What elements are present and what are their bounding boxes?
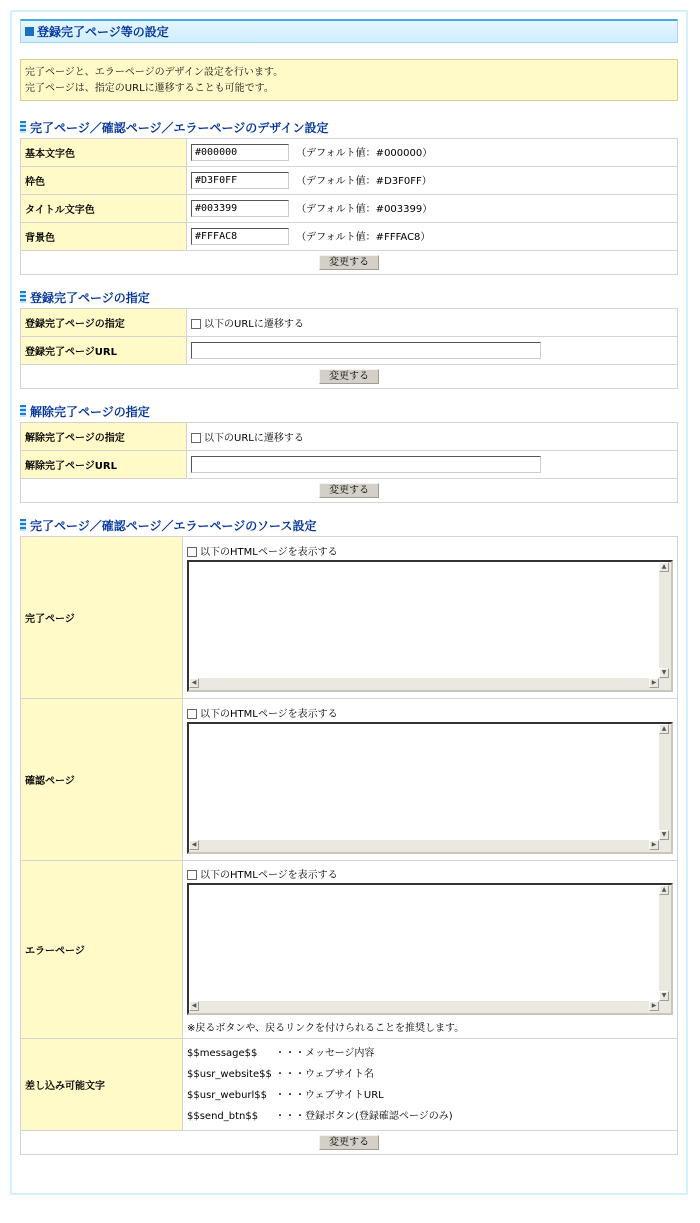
field-label: 解除完了ページURL [21, 451, 187, 479]
checkbox-label: 以下のHTMLページを表示する [200, 869, 338, 881]
section-title-cancel [20, 403, 150, 419]
cancel-redirect-checkbox[interactable] [191, 433, 201, 443]
field-label: 登録完了ページの指定 [21, 309, 187, 337]
field-label: タイトル文字色 [21, 195, 187, 223]
checkbox-label: 以下のURLに遷移する [204, 319, 304, 330]
resize-corner [659, 678, 671, 690]
source-table [20, 536, 678, 1155]
table-row [21, 451, 678, 479]
cancel-url-input[interactable] [191, 456, 541, 473]
section-marker-icon [20, 291, 26, 303]
list-item [187, 1085, 673, 1106]
square-bullet-icon [25, 27, 34, 36]
field-cell [187, 223, 678, 251]
design-table [20, 138, 678, 275]
table-row [21, 167, 678, 195]
vertical-scrollbar[interactable] [659, 724, 671, 840]
field-cell [187, 337, 678, 365]
table-row [21, 195, 678, 223]
field-cell [187, 423, 678, 451]
field-label: 登録完了ページURL [21, 337, 187, 365]
list-item [187, 1043, 673, 1064]
button-cell [21, 365, 678, 389]
scroll-up-icon[interactable]: ▲ [659, 885, 669, 895]
placeholder-desc: ・・・登録ボタン(登録確認ページのみ) [275, 1110, 453, 1122]
field-cell [183, 699, 678, 861]
settings-panel [10, 10, 688, 1195]
register-redirect-checkbox[interactable] [191, 319, 201, 329]
table-row [21, 699, 678, 861]
background-color-input[interactable]: #FFFAC8 [191, 228, 289, 245]
placeholder-key: $$usr_weburl$$ [187, 1089, 268, 1101]
scroll-down-icon[interactable]: ▼ [659, 830, 669, 840]
default-hint: （デフォルト値：#003399） [296, 203, 433, 215]
button-row [21, 365, 678, 389]
field-cell [187, 195, 678, 223]
section-title-text: 登録完了ページの指定 [30, 290, 150, 305]
notice-box [20, 59, 678, 101]
table-row [21, 309, 678, 337]
complete-html-checkbox[interactable] [187, 547, 197, 557]
table-row [21, 861, 678, 1039]
table-row [21, 423, 678, 451]
section-marker-icon [20, 405, 26, 417]
horizontal-scrollbar[interactable] [189, 1001, 659, 1013]
page-header [20, 19, 678, 43]
confirm-html-checkbox[interactable] [187, 709, 197, 719]
field-cell [187, 139, 678, 167]
default-hint: （デフォルト値：#D3F0FF） [296, 175, 432, 187]
placeholder-key: $$send_btn$$ [187, 1110, 259, 1122]
vertical-scrollbar[interactable] [659, 562, 671, 678]
scroll-up-icon[interactable]: ▲ [659, 724, 669, 734]
page-title: 登録完了ページ等の設定 [37, 25, 169, 39]
section-marker-icon [20, 121, 26, 133]
button-cell [21, 251, 678, 275]
list-item [187, 1106, 673, 1127]
default-hint: （デフォルト値：#000000） [296, 147, 433, 159]
field-label: 確認ページ [21, 699, 183, 861]
section-title-register [20, 289, 150, 305]
field-cell [187, 451, 678, 479]
button-row [21, 251, 678, 275]
base-text-color-input[interactable]: #000000 [191, 144, 289, 161]
register-url-input[interactable] [191, 342, 541, 359]
error-html-textarea[interactable] [187, 883, 673, 1015]
field-cell [187, 167, 678, 195]
field-label: エラーページ [21, 861, 183, 1039]
horizontal-scrollbar[interactable] [189, 840, 659, 852]
scroll-right-icon[interactable]: ▶ [649, 678, 659, 688]
horizontal-scrollbar[interactable] [189, 678, 659, 690]
section-title-source [20, 517, 316, 533]
scroll-down-icon[interactable]: ▼ [659, 668, 669, 678]
notice-line: 完了ページと、エラーページのデザイン設定を行います。 [25, 67, 284, 78]
complete-html-textarea[interactable] [187, 560, 673, 692]
source-submit-button[interactable]: 変更する [319, 1135, 379, 1150]
field-cell [183, 861, 678, 1039]
list-item [187, 1064, 673, 1085]
placeholder-desc: ・・・ウェブサイト名 [275, 1068, 374, 1080]
design-submit-button[interactable]: 変更する [319, 255, 379, 270]
resize-corner [659, 840, 671, 852]
notice-line: 完了ページは、指定のURLに遷移することも可能です。 [25, 83, 274, 94]
field-label: 差し込み可能文字 [21, 1039, 183, 1131]
placeholder-desc: ・・・メッセージ内容 [275, 1047, 375, 1059]
button-row [21, 1131, 678, 1155]
scroll-up-icon[interactable]: ▲ [659, 562, 669, 572]
field-label: 完了ページ [21, 537, 183, 699]
table-row [21, 1039, 678, 1131]
field-label: 解除完了ページの指定 [21, 423, 187, 451]
cancel-submit-button[interactable]: 変更する [319, 483, 379, 498]
placeholder-desc: ・・・ウェブサイトURL [275, 1089, 384, 1101]
checkbox-label: 以下のHTMLページを表示する [200, 547, 338, 558]
section-title-text: 完了ページ／確認ページ／エラーページのデザイン設定 [30, 120, 329, 135]
cancel-table [20, 422, 678, 503]
button-cell [21, 1131, 678, 1155]
field-cell [183, 537, 678, 699]
table-row [21, 139, 678, 167]
frame-color-input[interactable]: #D3F0FF [191, 172, 289, 189]
section-title-text: 完了ページ／確認ページ／エラーページのソース設定 [30, 518, 317, 533]
register-submit-button[interactable]: 変更する [319, 369, 379, 384]
section-title-design [20, 119, 328, 135]
scroll-left-icon[interactable]: ◀ [189, 840, 199, 850]
confirm-html-textarea[interactable] [187, 722, 673, 854]
field-label: 背景色 [21, 223, 187, 251]
scroll-left-icon[interactable]: ◀ [189, 1001, 199, 1011]
scroll-right-icon[interactable]: ▶ [649, 840, 659, 850]
table-row [21, 337, 678, 365]
resize-corner [659, 1001, 671, 1013]
section-marker-icon [20, 519, 26, 531]
recommendation-note: ※戻るボタンや、戻るリンクを付けられることを推奨します。 [187, 1022, 465, 1034]
vertical-scrollbar[interactable] [659, 885, 671, 1001]
placeholder-key: $$usr_website$$ [187, 1068, 272, 1080]
register-table [20, 308, 678, 389]
table-row [21, 537, 678, 699]
checkbox-label: 以下のURLに遷移する [204, 433, 304, 444]
field-label: 基本文字色 [21, 139, 187, 167]
placeholder-key: $$message$$ [187, 1047, 258, 1059]
field-label: 枠色 [21, 167, 187, 195]
table-row [21, 223, 678, 251]
title-text-color-input[interactable]: #003399 [191, 200, 289, 217]
button-row [21, 479, 678, 503]
button-cell [21, 479, 678, 503]
checkbox-label: 以下のHTMLページを表示する [200, 709, 338, 720]
placeholder-list [183, 1039, 678, 1131]
scroll-down-icon[interactable]: ▼ [659, 991, 669, 1001]
scroll-right-icon[interactable]: ▶ [649, 1001, 659, 1011]
error-html-checkbox[interactable] [187, 870, 197, 880]
default-hint: （デフォルト値：#FFFAC8） [296, 231, 431, 243]
field-cell [187, 309, 678, 337]
scroll-left-icon[interactable]: ◀ [189, 678, 199, 688]
section-title-text: 解除完了ページの指定 [30, 404, 150, 419]
